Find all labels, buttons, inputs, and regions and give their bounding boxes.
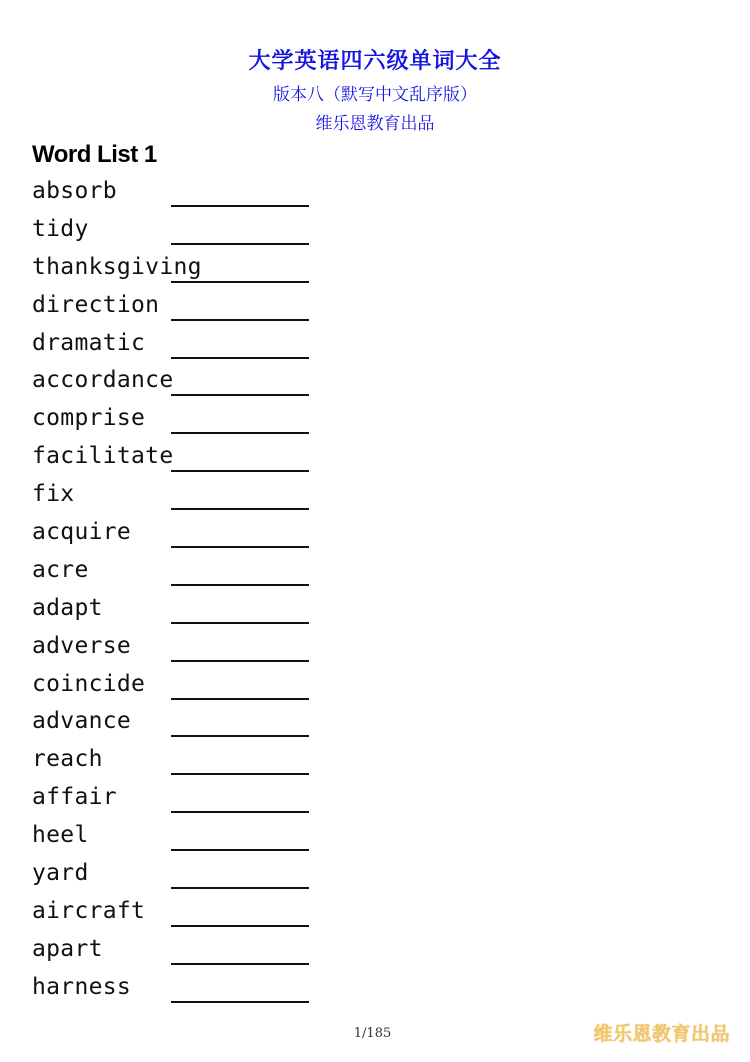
word-row (32, 706, 332, 744)
answer-blank (171, 963, 309, 965)
word-row (32, 593, 332, 631)
answer-blank (171, 508, 309, 510)
word-text: comprise (32, 405, 146, 432)
word-text: harness (32, 973, 132, 1000)
word-row (32, 290, 332, 328)
word-row (32, 214, 332, 252)
word-text: direction (32, 291, 160, 318)
answer-blank (171, 243, 309, 245)
word-text: fix (32, 481, 75, 508)
answer-blank (171, 432, 309, 434)
word-text: facilitate (32, 443, 174, 470)
answer-blank (171, 584, 309, 586)
word-text: heel (32, 822, 89, 849)
word-text: dramatic (32, 329, 146, 356)
answer-blank (171, 887, 309, 889)
word-row (32, 555, 332, 593)
answer-blank (171, 849, 309, 851)
answer-blank (171, 357, 309, 359)
word-text: advance (32, 708, 132, 735)
word-text: adverse (32, 632, 132, 659)
word-text: reach (32, 746, 103, 773)
word-text: apart (32, 935, 103, 962)
answer-blank (171, 470, 309, 472)
answer-blank (171, 205, 309, 207)
word-row (32, 669, 332, 707)
word-row (32, 365, 332, 403)
answer-blank (171, 319, 309, 321)
word-row (32, 517, 332, 555)
word-row (32, 252, 332, 290)
publisher-line: 维乐恩教育出品 (315, 114, 435, 134)
word-text: acquire (32, 519, 132, 546)
answer-blank (171, 773, 309, 775)
word-row (32, 934, 332, 972)
word-row (32, 858, 332, 896)
word-row (32, 403, 332, 441)
word-row (32, 896, 332, 934)
word-text: adapt (32, 594, 103, 621)
word-row (32, 441, 332, 479)
word-row (32, 972, 332, 1010)
word-row (32, 820, 332, 858)
word-row (32, 328, 332, 366)
word-row (32, 479, 332, 517)
answer-blank (171, 660, 309, 662)
word-text: acre (32, 556, 89, 583)
answer-blank (171, 622, 309, 624)
word-row (32, 176, 332, 214)
document-subtitle: 版本八（默写中文乱序版） (273, 85, 477, 105)
word-row (32, 631, 332, 669)
word-list-heading: Word List 1 (32, 141, 157, 168)
answer-blank (171, 1001, 309, 1003)
word-text: absorb (32, 178, 117, 204)
word-text: thanksgiving (32, 253, 202, 280)
answer-blank (171, 925, 309, 927)
word-text: accordance (32, 367, 174, 394)
word-row (32, 744, 332, 782)
answer-blank (171, 546, 309, 548)
word-text: aircraft (32, 897, 146, 924)
page-number: 1/185 (353, 1026, 392, 1041)
word-text: affair (32, 784, 117, 811)
word-text: coincide (32, 670, 146, 697)
word-text: yard (32, 860, 89, 887)
watermark: 维乐恩教育出品 (593, 1023, 730, 1045)
answer-blank (171, 735, 309, 737)
answer-blank (171, 394, 309, 396)
answer-blank (171, 281, 309, 283)
document-title: 大学英语四六级单词大全 (248, 49, 502, 74)
answer-blank (171, 698, 309, 700)
word-row (32, 782, 332, 820)
answer-blank (171, 811, 309, 813)
word-list (32, 176, 332, 1010)
word-text: tidy (32, 215, 89, 242)
